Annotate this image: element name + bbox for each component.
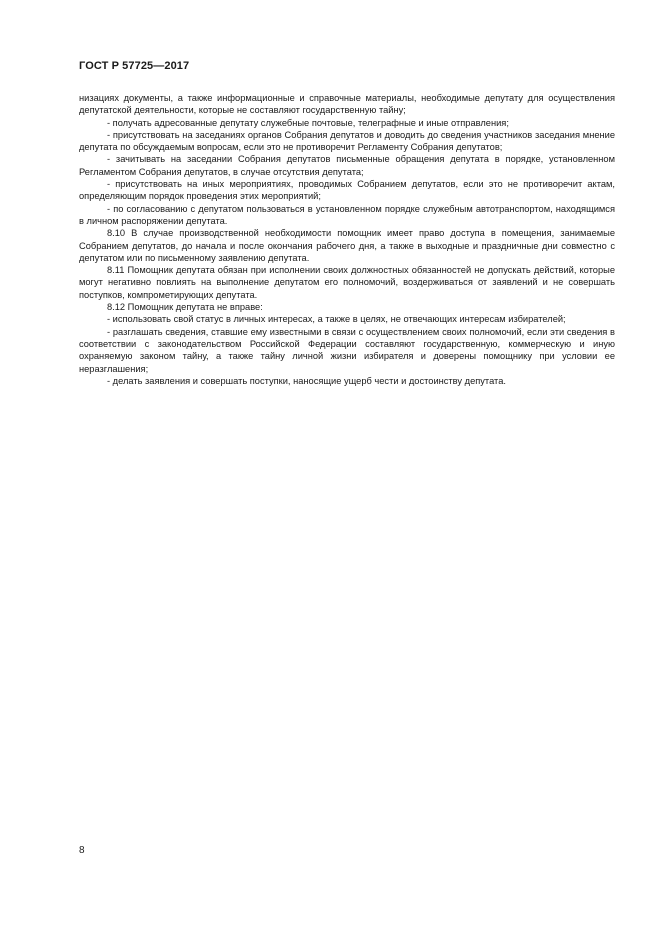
list-item: - делать заявления и совершать поступки, наносящие ущерб чести и достоинству депутата.	[107, 375, 506, 386]
clause-8-11: 8.11 Помощник депутата обязан при исполнении своих должностных обязанностей не допускать действий, которые могут негативно повлиять на выполнение депутатом его полномочий, воздерживаться от заявлений и не совершать поступков, компрометирующих депутата.	[79, 265, 615, 300]
document-body	[79, 92, 615, 387]
page-number: 8	[79, 845, 85, 856]
list-item: - получать адресованные депутату служебные почтовые, телеграфные и иные отправления;	[107, 117, 509, 128]
standard-title: ГОСТ Р 57725—2017	[79, 60, 190, 72]
clause-8-10: 8.10 В случае производственной необходимости помощник имеет право доступа в помещения, занимаемые Собранием депутатов, до начала и после окончания рабочего дня, а также в выходные и праздничные дни совместно с депутатом или по письменному заявлению депутата.	[79, 228, 615, 263]
list-item: - присутствовать на иных мероприятиях, проводимых Собранием депутатов, если это не противоречит актам, определяющим порядок проведения этих мероприятий;	[79, 179, 615, 202]
list-item: - по согласованию с депутатом пользоваться в установленном порядке служебным автотранспортом, находящимся в личном распоряжении депутата.	[79, 203, 615, 226]
list-item: - зачитывать на заседании Собрания депутатов письменные обращения депутата в порядке, установленном Регламентом Собрания депутатов, в случае отсутствия депутата;	[79, 154, 615, 177]
list-item: - использовать свой статус в личных интересах, а также в целях, не отвечающих интересам избирателей;	[107, 314, 566, 325]
document-header	[79, 60, 189, 72]
list-item: - присутствовать на заседаниях органов Собрания депутатов и доводить до сведения участников заседания мнение депутата по обсуждаемым вопросам, если это не противоречит Регламенту Собрания депутатов;	[79, 129, 615, 153]
list-item: - разглашать сведения, ставшие ему известными в связи с осуществлением своих полномочий, если эти сведения в соответствии с законодательством Российской Федерации составляют государственную, коммерческую и иную охраняемую законом тайну, а также тайну личной жизни избирателя и доверены помощнику при условии ее неразглашения;	[79, 326, 615, 374]
paragraph: низациях документы, а также информационные и справочные материалы, необходимые депутату для осуществления депутатской деятельности, которые не составляют государственную тайну;	[79, 93, 615, 116]
clause-8-12: 8.12 Помощник депутата не вправе:	[107, 302, 263, 313]
